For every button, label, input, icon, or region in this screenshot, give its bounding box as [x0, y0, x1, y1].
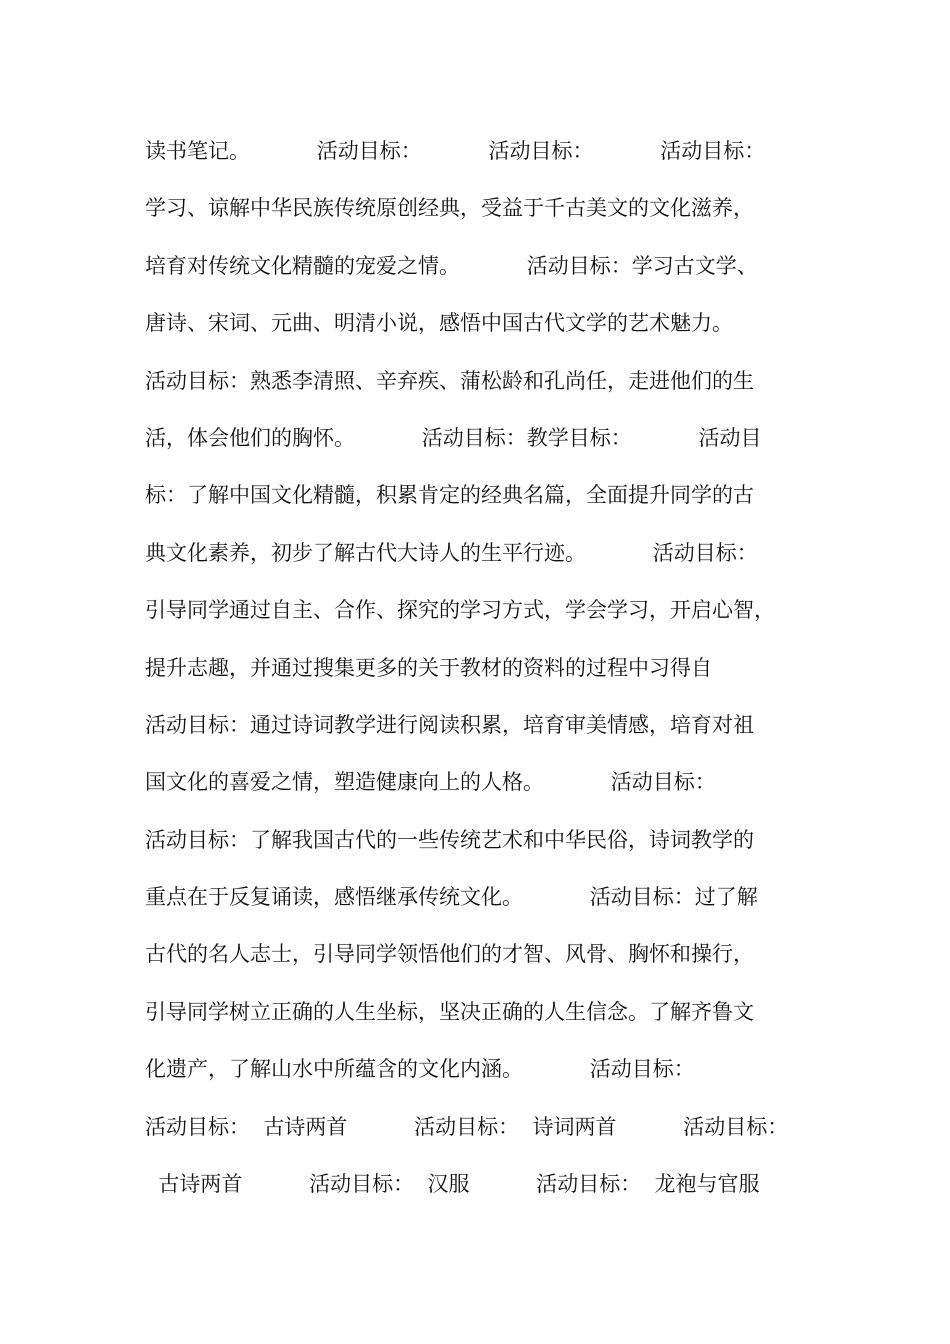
text-line: 典文化素养，初步了解古代大诗人的生平行迹。 活动目标：: [145, 540, 758, 565]
text-line: 化遗产，了解山水中所蕴含的文化内涵。 活动目标：: [145, 1057, 695, 1082]
text-line: 活，体会他们的胸怀。 活动目标：教学目标： 活动目: [145, 425, 762, 450]
text-line: 古诗两首 活动目标： 汉服 活动目标： 龙袍与官服: [145, 1172, 760, 1197]
text-line: 活动目标：通过诗词教学进行阅读积累，培育审美情感，培育对祖: [145, 712, 754, 737]
text-line: 标：了解中国文化精髓，积累肯定的经典名篇，全面提升同学的古: [145, 483, 754, 508]
text-line: 学习、谅解中华民族传统原创经典，受益于千古美文的文化滋养，: [145, 196, 754, 221]
text-line: 提升志趣，并通过搜集更多的关于教材的资料的过程中习得自: [145, 655, 712, 680]
body-text: [145, 129, 825, 1219]
text-line: 活动目标：了解我国古代的一些传统艺术和中华民俗，诗词教学的: [145, 827, 754, 852]
text-line: 活动目标：熟悉李清照、辛弃疾、蒲松龄和孔尚任，走进他们的生: [145, 368, 754, 393]
text-line: 国文化的喜爱之情，塑造健康向上的人格。 活动目标：: [145, 770, 716, 795]
text-line: 古代的名人志士，引导同学领悟他们的才智、风骨、胸怀和操行，: [145, 942, 754, 967]
text-line: 引导同学通过自主、合作、探究的学习方式，学会学习，开启心智，: [145, 598, 775, 623]
text-line: 唐诗、宋词、元曲、明清小说，感悟中国古代文学的艺术魅力。: [145, 311, 733, 336]
text-line: 引导同学树立正确的人生坐标，坚决正确的人生信念。了解齐鲁文: [145, 999, 754, 1024]
text-line: 重点在于反复诵读，感悟继承传统文化。 活动目标：过了解: [145, 885, 758, 910]
text-line: 活动目标： 古诗两首 活动目标： 诗词两首 活动目标：: [145, 1114, 789, 1139]
text-line: 读书笔记。 活动目标： 活动目标： 活动目标：: [145, 139, 766, 163]
text-line: 培育对传统文化精髓的宠爱之情。 活动目标：学习古文学、: [145, 253, 758, 278]
